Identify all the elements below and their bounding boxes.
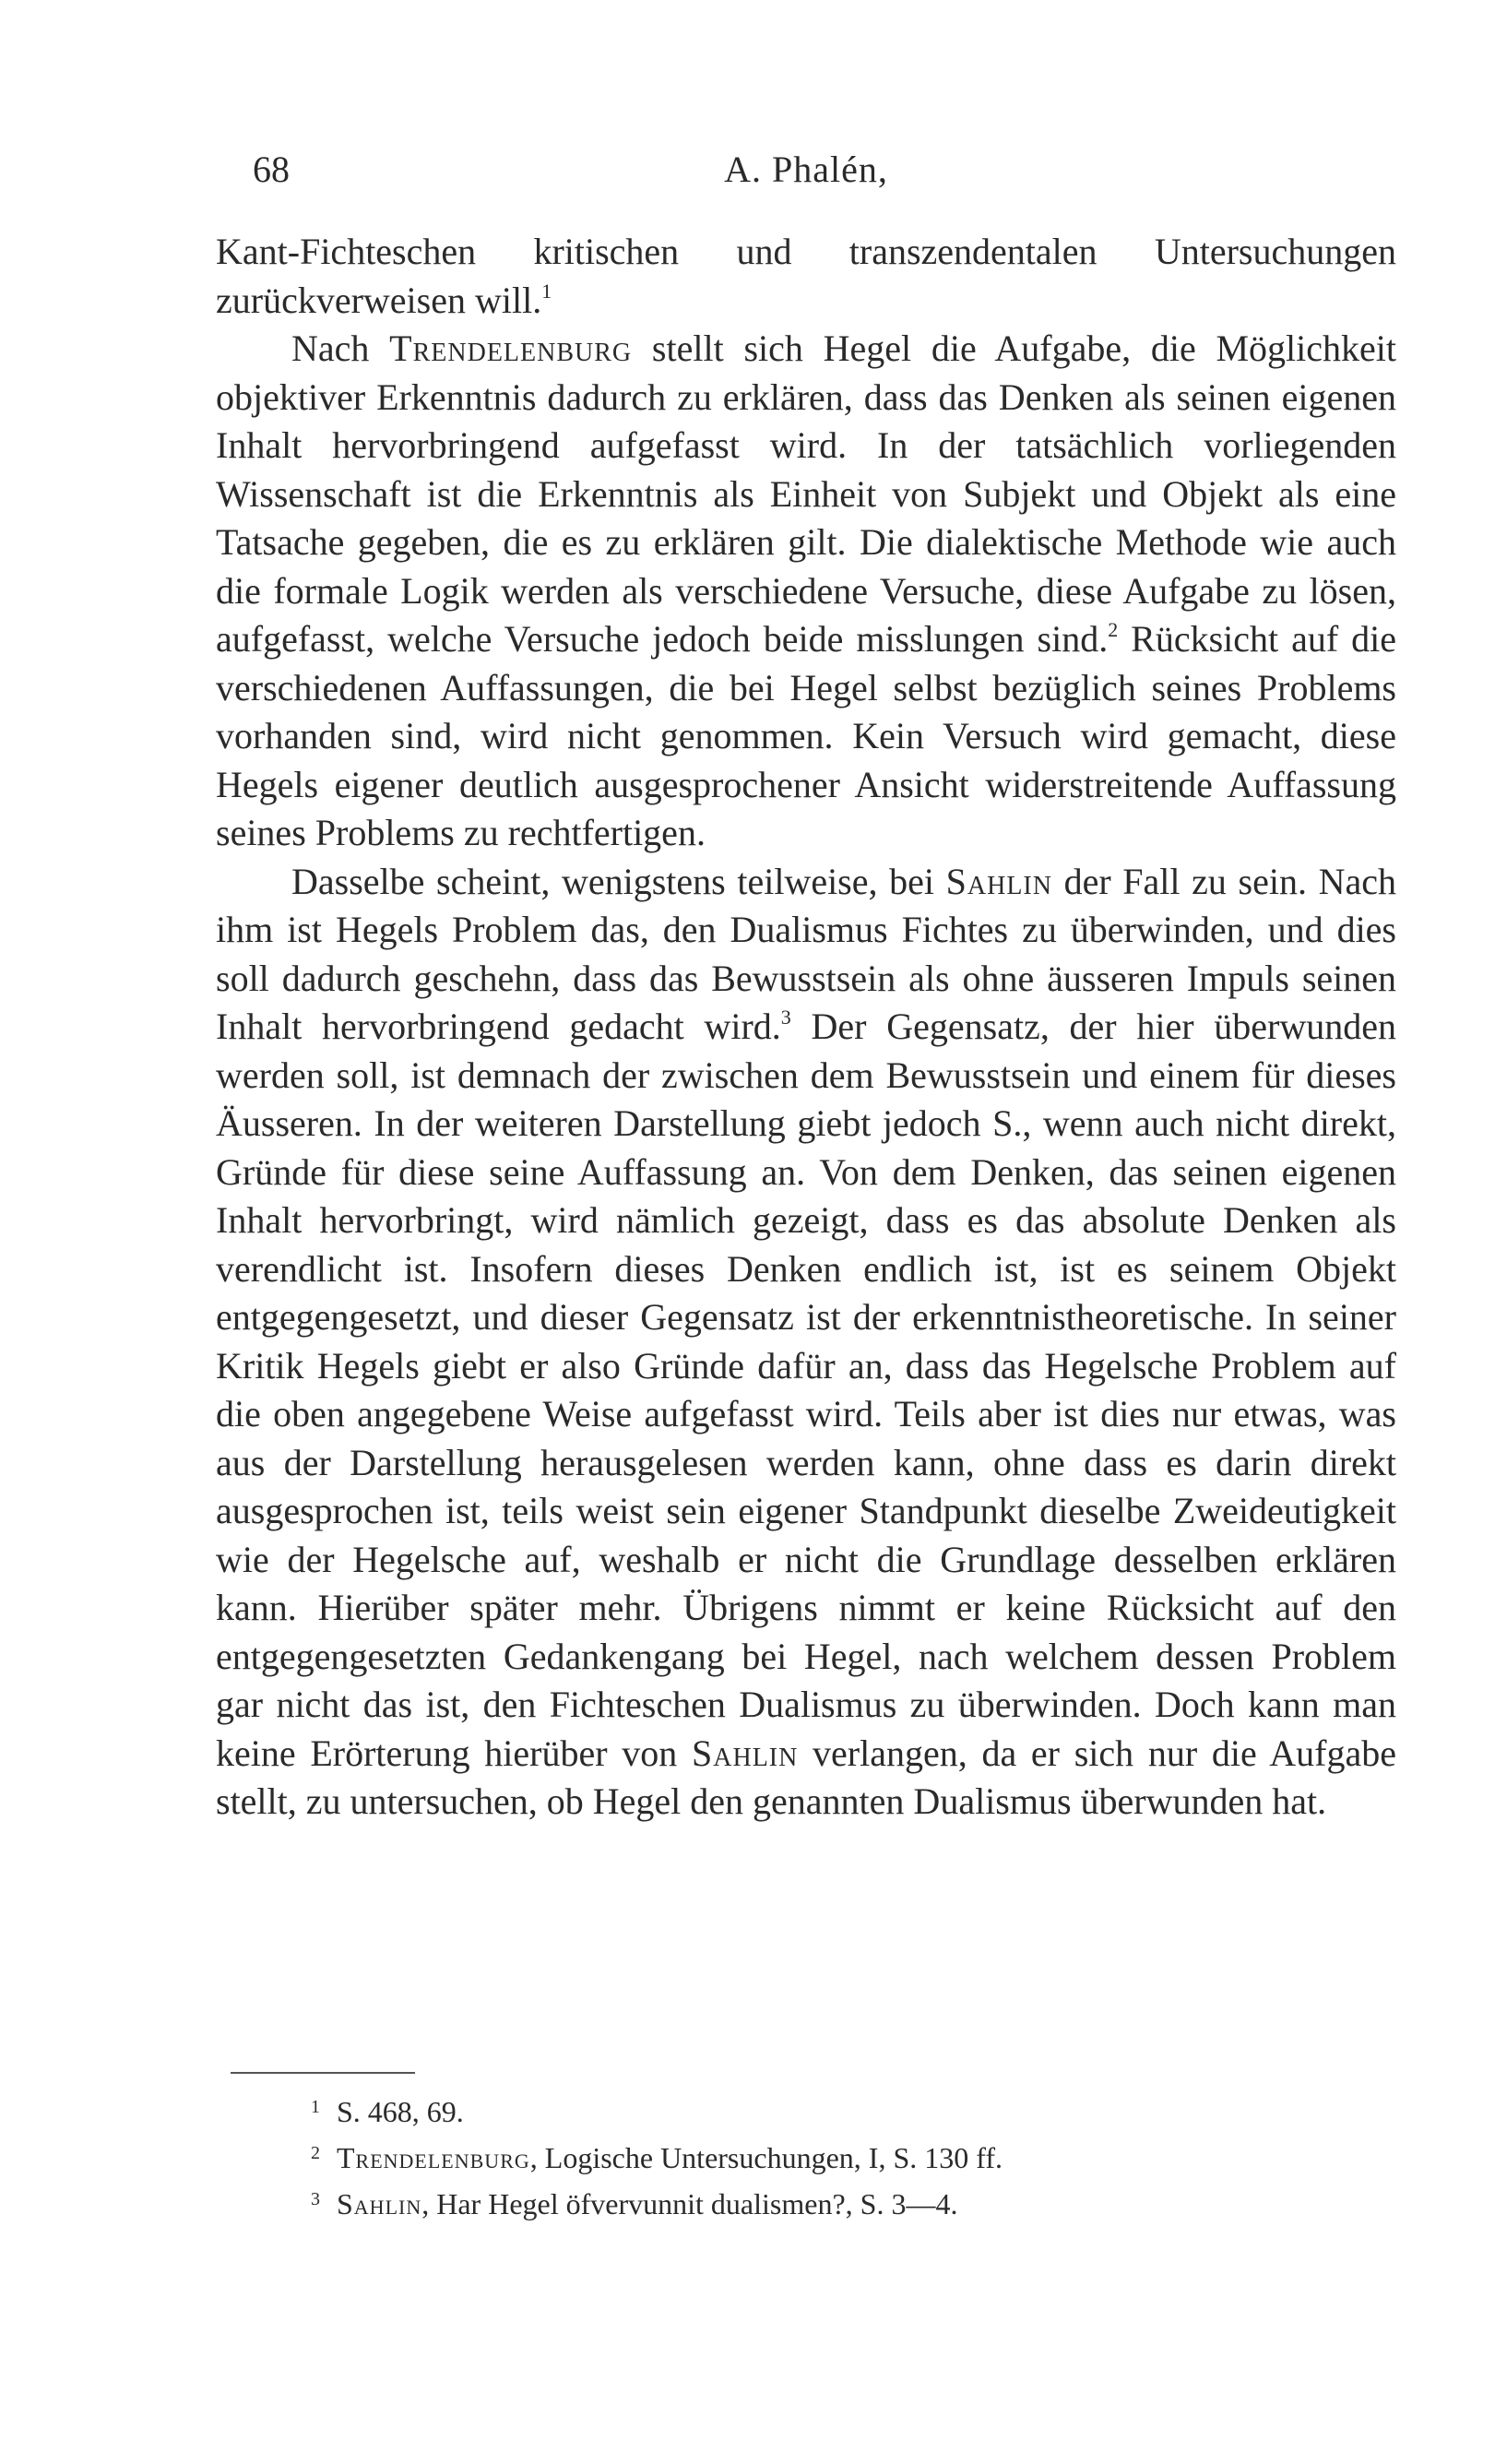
author-name: Trendelenburg xyxy=(337,2141,530,2174)
footnote xyxy=(311,2087,1371,2133)
author-name: Sahlin xyxy=(945,860,1052,902)
running-head xyxy=(216,148,1396,194)
text-run: , Har Hegel öfvervunnit dualismen?, S. 3—4. xyxy=(421,2187,958,2220)
text-run: der Fall zu sein. Nach ihm ist Hegels Problem das, den Dualismus Fichtes zu überwinden, und dies soll dadurch geschehn, dass das Bewusstsein als ohne äusseren Impuls seinen Inhalt hervorbringend gedacht wird. xyxy=(216,860,1396,1047)
author-name: Sahlin xyxy=(337,2187,422,2220)
footnote-reference: 2 xyxy=(1108,618,1119,641)
footnote-reference: 1 xyxy=(541,279,552,303)
text-run: stellt sich Hegel die Aufgabe, die Möglichkeit objektiver Erkenntnis dadurch zu erklären, dass das Denken als seinen eigenen Inhalt hervorbringend aufgefasst wird. In der tatsächlich vorliegenden Wissenschaft ist die Erkenntnis als Einheit von Subjekt und Objekt als eine Tatsache gegeben, die es zu erklären gilt. Die dialektische Methode wie auch die formale Logik werden als verschiedene Versuche, diese Aufgabe zu lösen, aufgefasst, welche Versuche jedoch beide misslungen sind. xyxy=(216,327,1396,660)
text-run: , Logische Untersuchungen, I, S. 130 ff. xyxy=(529,2141,1003,2174)
text-run: Der Gegensatz, der hier überwunden werden soll, ist demnach der zwischen dem Bewusstsein und einem für dieses Äusseren. In der weiteren Darstellung giebt jedoch S., wenn auch nicht direkt, Gründe für diese seine Auffassung an. Von dem Denken, das seinen eigenen Inhalt hervorbringt, wird nämlich gezeigt, dass es das absolute Denken als verendlicht ist. Insofern dieses Denken endlich ist, ist es seinem Objekt entgegengesetzt, und dieser Gegensatz ist der erkenntnistheoretische. In seiner Kritik Hegels giebt er also Gründe dafür an, dass das Hegelsche Problem auf die oben angegebene Weise aufgefasst wird. Teils aber ist dies nur etwas, was aus der Darstellung herausgelesen werden kann, ohne dass es darin direkt ausgesprochen ist, teils weist sein eigener Standpunkt dieselbe Zweideutigkeit wie der Hegelsche auf, weshalb er nicht die Grundlage desselben erklären kann. Hierüber später mehr. Übrigens nimmt er keine Rücksicht auf den entgegengesetzten Gedankengang bei Hegel, nach welchem dessen Problem gar nicht das ist, den Fichteschen Dualismus zu überwinden. Doch kann man keine Erörterung hierüber von xyxy=(216,1006,1396,1774)
text-run: verlangen, da er sich nur die Aufgabe stellt, zu untersuchen, ob Hegel den genannten Dualismus überwunden hat. xyxy=(216,1732,1396,1822)
footnote-marker: 1 xyxy=(311,2097,320,2117)
paragraph xyxy=(216,858,1396,1827)
paragraph xyxy=(216,325,1396,858)
text-run: Rücksicht auf die verschiedenen Auffassungen, die bei Hegel selbst bezüglich seines Problems vorhanden sind, wird nicht genommen. Kein Versuch wird gemacht, diese Hegels eigener deutlich ausgesprochener Ansicht widerstreitende Auffassung seines Problems zu rechtfertigen. xyxy=(216,618,1397,853)
text-run: Kant-Fichteschen kritischen und transzendentalen Untersuchungen zurückverweisen will. xyxy=(216,231,1396,321)
page-number: 68 xyxy=(253,149,290,190)
footnote xyxy=(311,2179,1371,2225)
running-title: A. Phalén, xyxy=(724,149,888,190)
footnote-marker: 3 xyxy=(311,2189,320,2209)
author-name: Trendelenburg xyxy=(389,327,633,369)
author-name: Sahlin xyxy=(692,1732,799,1774)
footnote-divider xyxy=(231,2072,415,2074)
text-run: Dasselbe scheint, wenigstens teilweise, bei xyxy=(291,860,946,902)
body-text xyxy=(216,228,1396,1827)
footnote xyxy=(311,2133,1371,2179)
paragraph xyxy=(216,228,1396,325)
text-run: Nach xyxy=(291,327,390,369)
footnote-marker: 2 xyxy=(311,2143,320,2163)
text-run: S. 468, 69. xyxy=(337,2095,464,2128)
footnotes xyxy=(311,2087,1371,2225)
footnote-reference: 3 xyxy=(780,1006,791,1029)
